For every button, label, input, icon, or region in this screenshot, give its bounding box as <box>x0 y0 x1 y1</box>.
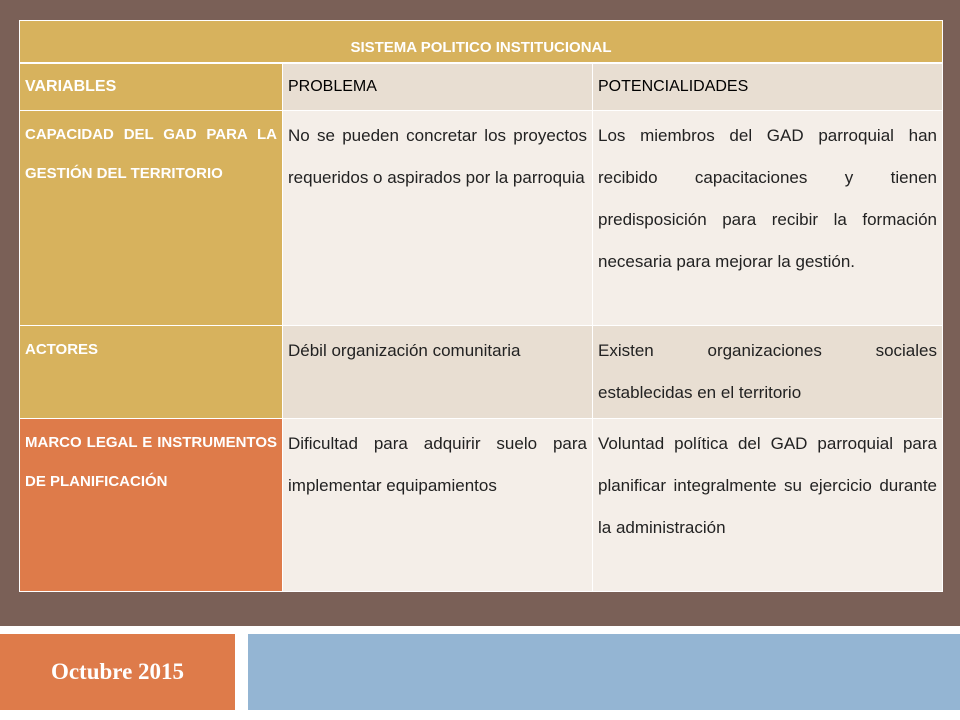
footer-bar <box>248 634 960 710</box>
header-problema: PROBLEMA <box>283 63 593 111</box>
table-row <box>20 418 943 591</box>
variable-cell: ACTORES <box>20 325 283 418</box>
header-variables: VARIABLES <box>20 63 283 111</box>
potencialidades-cell: Voluntad política del GAD parroquial para planificar integralmente su ejercicio durante la administración <box>593 418 943 591</box>
problema-cell: Débil organización comunitaria <box>283 325 593 418</box>
footer-date: Octubre 2015 <box>0 634 235 710</box>
table-row <box>20 110 943 325</box>
table-title-row <box>20 21 943 63</box>
variable-cell: MARCO LEGAL E INSTRUMENTOS DE PLANIFICACIÓN <box>20 418 283 591</box>
footer-divider <box>0 626 960 634</box>
table-header-row <box>20 63 943 111</box>
problema-cell: No se pueden concretar los proyectos requeridos o aspirados por la parroquia <box>283 110 593 325</box>
variable-cell: CAPACIDAD DEL GAD PARA LA GESTIÓN DEL TERRITORIO <box>20 110 283 325</box>
potencialidades-cell: Existen organizaciones sociales establecidas en el territorio <box>593 325 943 418</box>
table-row <box>20 325 943 418</box>
bottom-margin <box>0 710 960 720</box>
politico-institucional-table <box>19 20 943 592</box>
footer-gap <box>235 634 248 710</box>
problema-cell: Dificultad para adquirir suelo para implementar equipamientos <box>283 418 593 591</box>
table-title: SISTEMA POLITICO INSTITUCIONAL <box>20 21 943 63</box>
potencialidades-cell: Los miembros del GAD parroquial han recibido capacitaciones y tienen predisposición para recibir la formación necesaria para mejorar la gestión. <box>593 110 943 325</box>
header-potencialidades: POTENCIALIDADES <box>593 63 943 111</box>
